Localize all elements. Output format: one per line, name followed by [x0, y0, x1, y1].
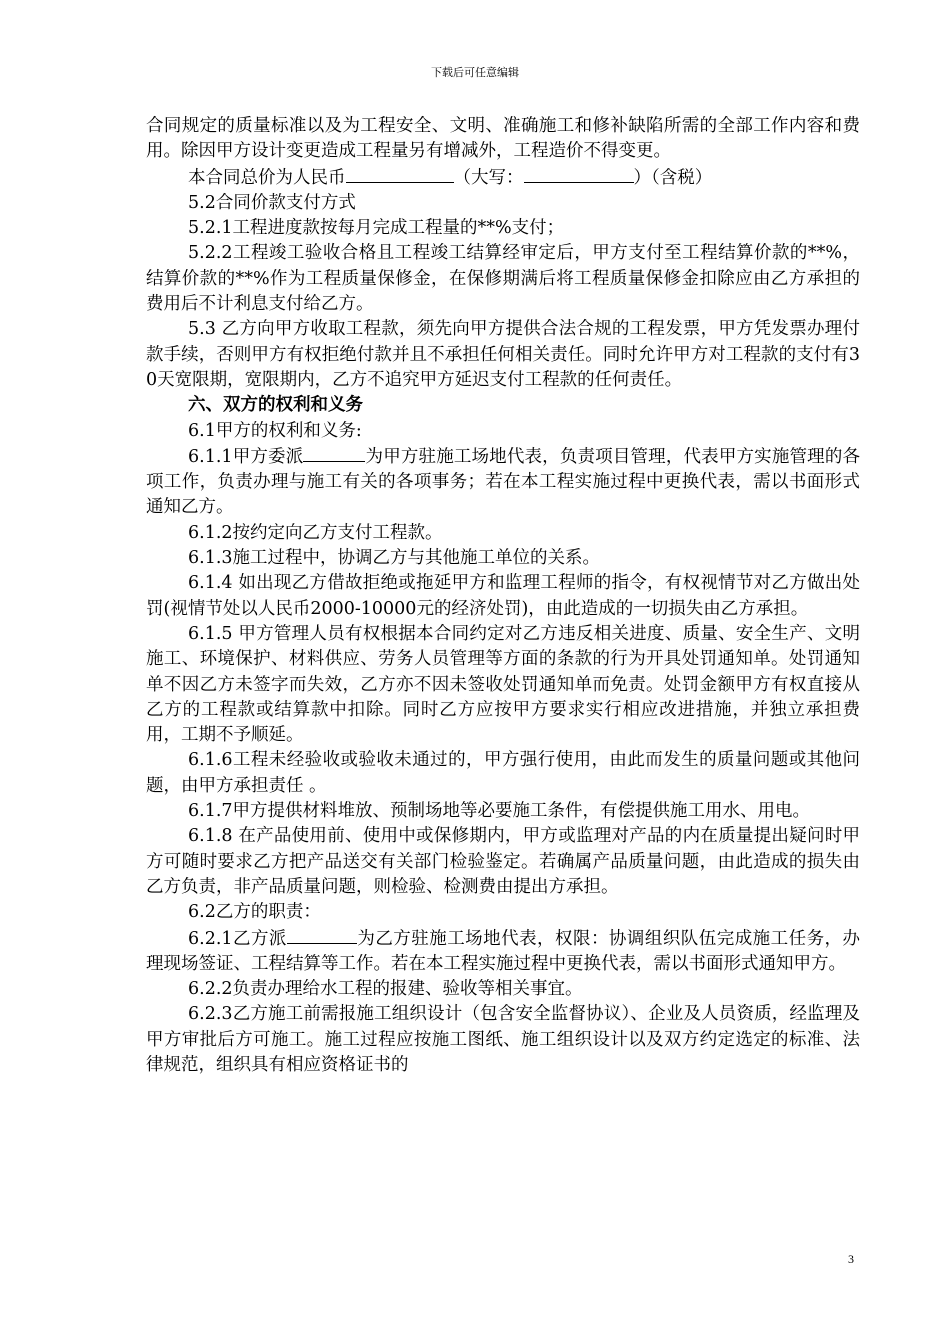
page-number: 3: [848, 1252, 854, 1266]
section-heading-6: 六、双方的权利和义务: [188, 395, 363, 416]
document-body: [146, 114, 860, 1078]
total-price-blank: [346, 165, 454, 183]
total-price-label: 本合同总价为人民币: [188, 167, 346, 188]
clause-6-2-3: 6.2.3乙方施工前需报施工组织设计（包含安全监督协议）、企业及人员资质，经监理及甲方审批后方可施工。施工过程应按施工图纸、施工组织设计以及双方约定选定的标准、法律规范，组织具有相应资格证书的: [146, 1004, 860, 1075]
clause-6-2-2: 6.2.2负责办理给水工程的报建、验收等相关事宜。: [188, 979, 583, 1000]
clause-6-1: 6.1甲方的权利和义务:: [188, 420, 362, 441]
paragraph-total-price: [146, 165, 860, 191]
party-b-representative-blank: [287, 926, 357, 944]
clause-6-1-1-text: 为甲方驻施工场地代表，负责项目管理，代表甲方实施管理的各项工作，负责办理与施工有关的各项事务；若在本工程实施过程中更换代表，需以书面形式通知乙方。: [146, 446, 860, 518]
clause-6-2: 6.2乙方的职责：: [188, 902, 321, 923]
clause-5-3: 5.3 乙方向甲方收取工程款，须先向甲方提供合法合规的工程发票，甲方凭发票办理付款手续，否则甲方有权拒绝付款并且不承担任何相关责任。同时允许甲方对工程款的支付有30天宽限期，宽限期内，乙方不追究甲方延迟支付工程款的任何责任。: [146, 319, 860, 390]
clause-6-1-8: 6.1.8 在产品使用前、使用中或保修期内，甲方或监理对产品的内在质量提出疑问时甲方可随时要求乙方把产品送交有关部门检验鉴定。若确属产品质量问题，由此造成的损失由乙方负责，非产品质量问题，则检验、检测费由提出方承担。: [146, 826, 860, 897]
tax-included-label: ）（含税）: [633, 167, 713, 188]
clause-6-1-1: [146, 444, 860, 521]
clause-6-1-4: 6.1.4 如出现乙方借故拒绝或拖延甲方和监理工程师的指令，有权视情节对乙方做出处罚(视情节处以人民币2000-10000元的经济处罚)，由此造成的一切损失由乙方承担。: [146, 573, 860, 619]
paragraph-contract-scope: 合同规定的质量标准以及为工程安全、文明、准确施工和修补缺陷所需的全部工作内容和费用。除因甲方设计变更造成工程量另有增减外，工程造价不得变更。: [146, 116, 860, 162]
clause-6-1-6: 6.1.6工程未经验收或验收未通过的，甲方强行使用，由此而发生的质量问题或其他问题，由甲方承担责任 。: [146, 750, 860, 796]
capital-amount-label: （大写：: [453, 167, 524, 188]
clause-6-1-7: 6.1.7甲方提供材料堆放、预制场地等必要施工条件，有偿提供施工用水、用电。: [188, 801, 811, 822]
clause-5-2-2: 5.2.2工程竣工验收合格且工程竣工结算经审定后，甲方支付至工程结算价款的**%，结算价款的**%作为工程质量保修金，在保修期满后将工程质量保修金扣除应由乙方承担的费用后不计利息支付给乙方。: [146, 243, 860, 315]
clause-5-2-1: 5.2.1工程进度款按每月完成工程量的**%支付；: [188, 218, 565, 239]
clause-6-1-5: 6.1.5 甲方管理人员有权根据本合同约定对乙方违反相关进度、质量、安全生产、文明施工、环境保护、材料供应、劳务人员管理等方面的条款的行为开具处罚通知单。处罚通知单不因乙方未签字而失效，乙方亦不因未签收处罚通知单而免责。处罚金额甲方有权直接从乙方的工程款或结算款中扣除。同时乙方应按甲方要求实行相应改进措施，并独立承担费用，工期不予顺延。: [146, 623, 860, 746]
clause-5-2: 5.2合同价款支付方式: [188, 192, 356, 213]
clause-6-2-1: [146, 926, 860, 978]
party-a-representative-blank: [303, 444, 365, 462]
clause-6-1-1-label: 6.1.1甲方委派: [188, 446, 304, 467]
page-header: 下载后可任意编辑: [431, 66, 519, 79]
clause-6-2-1-text: 为乙方驻施工场地代表，权限：协调组织队伍完成施工任务，办理现场签证、工程结算等工作。若在本工程实施过程中更换代表，需以书面形式通知甲方。: [146, 928, 861, 974]
clause-6-1-2: 6.1.2按约定向乙方支付工程款。: [188, 522, 443, 543]
clause-6-2-1-label: 6.2.1乙方派: [188, 928, 287, 949]
capital-amount-blank: [524, 165, 634, 183]
clause-6-1-3: 6.1.3施工过程中，协调乙方与其他施工单位的关系。: [188, 548, 601, 569]
